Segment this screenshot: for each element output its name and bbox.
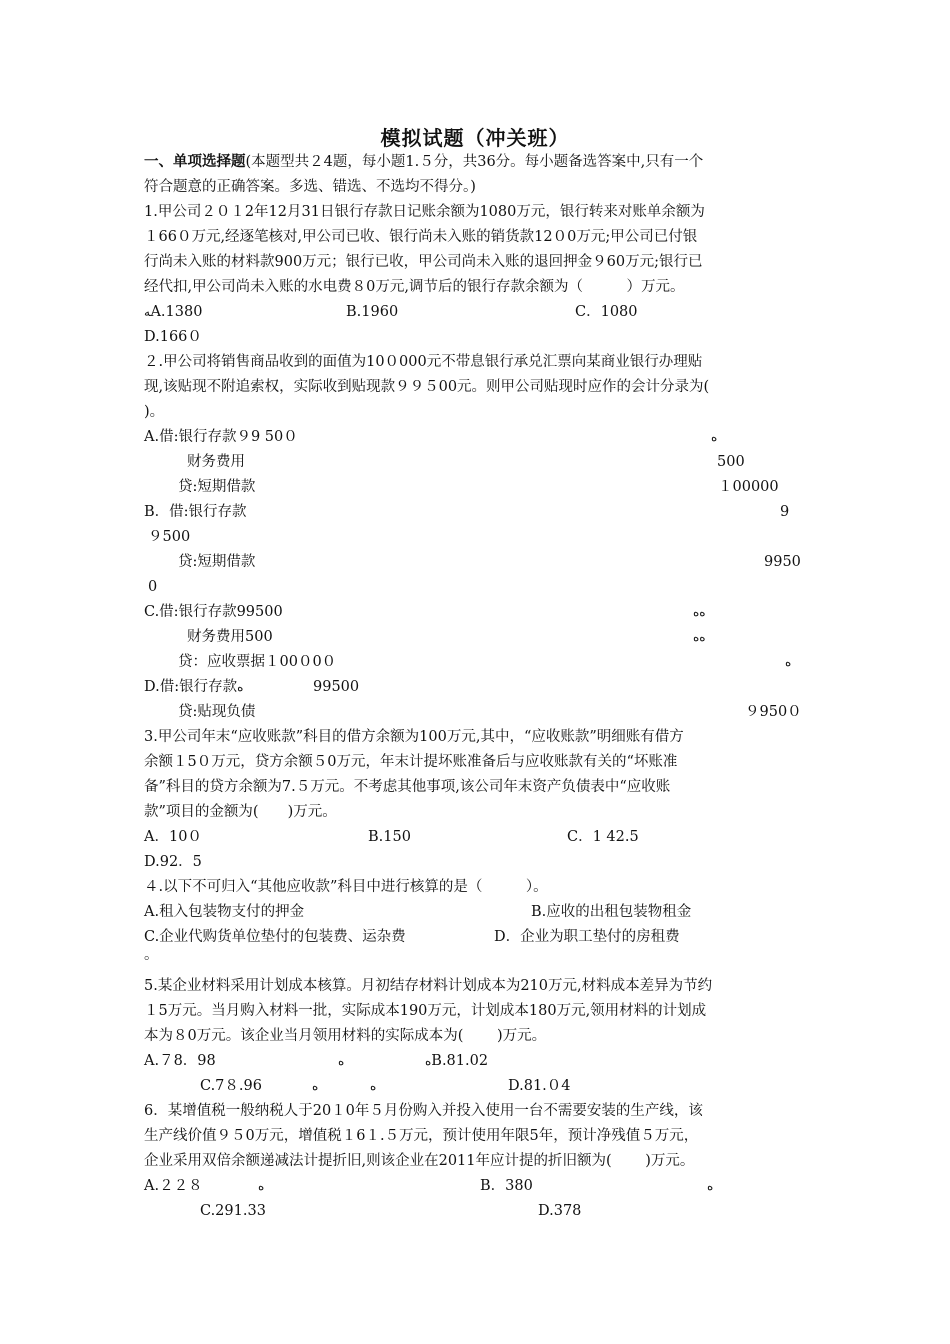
q2-c-mark3: ﻩ	[785, 655, 792, 669]
q1-option-c: C．1080	[575, 304, 638, 320]
q3-option-a: A．10０	[144, 829, 202, 845]
q5-mark2: ﻩ	[312, 1079, 319, 1093]
q2-stem-line3: )。	[144, 404, 165, 420]
q2-c-debit-bank: C.借:银行存款99500	[144, 604, 283, 620]
q6-option-b: B．380	[480, 1178, 533, 1194]
q2-b-debit-bank: B．借:银行存款	[144, 504, 247, 520]
section-instructions-line1: 一、单项选择题(本题型共２4题，每小题1.５分，共36分。每小题备选答案中,只有一个	[144, 153, 704, 170]
q1-stem-line4: 经代扣,甲公司尚未入账的水电费８0万元,调节后的银行存款余额为（ ）万元。	[144, 279, 685, 295]
q5-option-c: C.7８.96	[200, 1078, 262, 1094]
q3-stem-line3: 备”科目的贷方余额为7.５万元。不考虑其他事项,该公司年末资产负债表中“应收账	[144, 779, 671, 795]
q6-mark2: ﻩ	[707, 1179, 714, 1193]
q3-option-c: C．1 42.5	[567, 829, 639, 845]
q2-c-credit-notes: 贷：应收票据１00０0０	[178, 654, 337, 670]
section-heading: 一、单项选择题	[144, 153, 246, 170]
q3-stem-line4: 款”项目的金额为( )万元。	[144, 804, 337, 820]
q2-b-credit-loan-amount-wrap: 0	[148, 579, 158, 595]
q2-d-debit-bank-amount: 99500	[313, 679, 360, 695]
q5-stem-line1: 5.某企业材料采用计划成本核算。月初结存材料计划成本为210万元,材料成本差异为节约	[144, 978, 713, 994]
q2-c-mark1: ﻩﻩ	[693, 605, 706, 619]
q6-mark1: ﻩ	[258, 1179, 265, 1193]
q2-d-debit-bank: D.借:银行存款ﻩ	[144, 679, 244, 695]
q2-a-credit-loan-amount: １00000	[718, 479, 779, 495]
q1-option-b: B.1960	[346, 304, 399, 320]
q1-option-a: ﻪA.1380	[144, 304, 203, 320]
q1-stem-line3: 行尚未入账的材料款900万元；银行已收，甲公司尚未入账的退回押金９60万元;银行已	[144, 254, 703, 270]
q2-a-debit-finance-amount: 500	[717, 454, 745, 470]
q3-option-d: D.92．5	[144, 854, 202, 870]
q6-stem-line2: 生产线价值９５0万元，增值税１6１.５万元，预计使用年限5年，预计净残值５万元，	[144, 1128, 699, 1144]
q5-stem-line2: １5万元。当月购入材料一批，实际成本190万元，计划成本180万元,领用材料的计划成	[144, 1003, 707, 1019]
q2-a-debit-bank: A.借:银行存款９9 50０	[144, 429, 298, 445]
q1-stem-line2: １66０万元,经逐笔核对,甲公司已收、银行尚未入账的销货款12０0万元;甲公司已付银	[144, 229, 698, 245]
section-instructions-line2: 符合题意的正确答案。多选、错选、不选均不得分。)	[144, 179, 476, 195]
q6-stem-line3: 企业采用双倍余额递减法计提折旧,则该企业在2011年应计提的折旧额为( )万元。	[144, 1153, 695, 1169]
q2-stem-line1: ２.甲公司将销售商品收到的面值为10０000元不带息银行承兑汇票向某商业银行办理贴	[144, 354, 703, 370]
page-title: 模拟试题（冲关班）	[380, 126, 570, 150]
q4-option-b: B.应收的出租包装物租金	[531, 904, 692, 920]
q5-option-b: ﻩB.81.02	[425, 1053, 489, 1069]
q4-option-c: C.企业代购货单位垫付的包装费、运杂费	[144, 929, 406, 945]
q5-stem-line3: 本为８0万元。该企业当月领用材料的实际成本为( )万元。	[144, 1028, 547, 1044]
q5-mark1: ﻩ	[338, 1054, 345, 1068]
q2-b-debit-bank-amount-wrap: ９500	[148, 529, 191, 545]
q2-b-credit-loan: 贷:短期借款	[178, 554, 256, 570]
q6-option-d: D.378	[538, 1203, 582, 1219]
q2-d-credit-discount-amount: ９950０	[745, 704, 802, 720]
q4-option-a: A.租入包装物支付的押金	[144, 904, 305, 920]
q2-b-credit-loan-amount: 9950	[764, 554, 801, 570]
q5-mark3: ﻩ	[370, 1079, 377, 1093]
q2-c-mark2: ﻩﻩ	[693, 630, 706, 644]
q1-option-d: D.166０	[144, 329, 202, 345]
q4-stem: ４.以下不可归入“其他应收款”科目中进行核算的是（ ）。	[144, 879, 548, 895]
q2-stem-line2: 现,该贴现不附追索权，实际收到贴现款９９５00元。则甲公司贴现时应作的会计分录为(	[144, 379, 710, 395]
q5-option-a: A.７8．98	[144, 1053, 216, 1069]
q2-d-credit-discount: 贷:贴现负债	[178, 704, 256, 720]
q2-c-debit-finance: 财务费用500	[187, 629, 273, 645]
q5-option-d: D.81.０4	[508, 1078, 571, 1094]
q6-stem-line1: 6．某增值税一般纳税人于20１0年５月份购入并投入使用一台不需要安装的生产线，该	[144, 1103, 703, 1119]
q1-stem-line1: 1.甲公司２０１2年12月31日银行存款日记账余额为1080万元，银行转来对账单余额为	[144, 204, 705, 220]
q2-a-credit-loan: 贷:短期借款	[178, 479, 256, 495]
q2-b-debit-bank-amount: 9	[780, 504, 790, 520]
q3-option-b: B.150	[368, 829, 411, 845]
q6-option-a: A.２２８	[144, 1178, 203, 1194]
q4-tail: 。	[144, 947, 159, 963]
q6-option-c: C.291.33	[200, 1203, 266, 1219]
q2-a-debit-finance: 财务费用	[187, 454, 245, 470]
q3-stem-line2: 余额１5０万元，贷方余额５0万元，年末计提坏账准备后与应收账款有关的“坏账准	[144, 754, 678, 770]
q4-option-d: D．企业为职工垫付的房租费	[494, 929, 680, 945]
q2-a-mark: ﻩ	[711, 430, 718, 444]
q3-stem-line1: 3.甲公司年末“应收账款”科目的借方余额为100万元,其中，“应收账款”明细账有借方	[144, 729, 684, 745]
